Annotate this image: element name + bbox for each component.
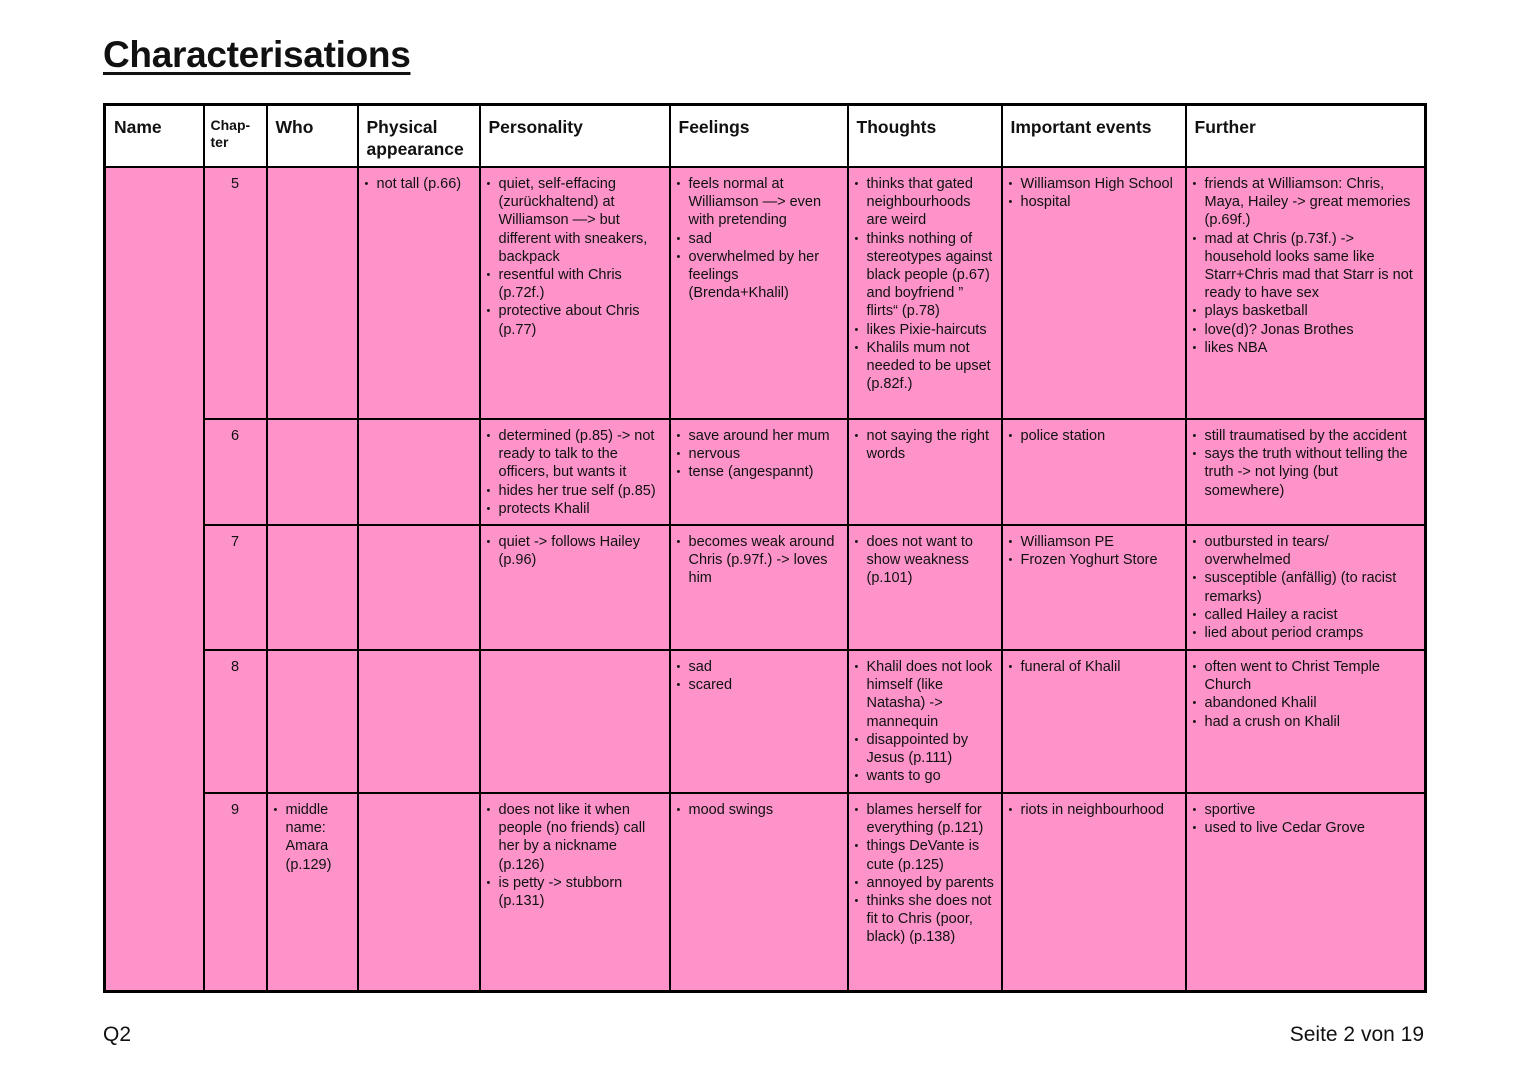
chapter-cell: 7 [204,525,267,650]
bullet-list [1193,175,1419,357]
bullet-item: • friends at Williamson: Chris, Maya, Hailey -> great memories (p.69f.) [1205,175,1419,230]
bullet-item: • lied about period cramps [1205,624,1419,642]
bullet-item: • love(d)? Jonas Brothes [1205,321,1419,339]
bullet-item: • funeral of Khalil [1021,658,1179,676]
thoughts-cell [848,525,1002,650]
bullet-item: • wants to go [867,767,995,785]
bullet-item: • likes NBA [1205,339,1419,357]
further-cell [1186,650,1426,793]
bullet-item: • quiet, self-effacing (zurückhaltend) at Williamson —> but different with sneakers, backpack [499,175,663,266]
bullet-list [487,427,663,518]
further-cell [1186,167,1426,419]
who-cell [267,793,358,991]
bullet-item: • plays basketball [1205,302,1419,320]
bullet-item: • mad at Chris (p.73f.) -> household looks same like Starr+Chris mad that Starr is not ready to have sex [1205,230,1419,303]
bullet-item: • quiet -> follows Hailey (p.96) [499,533,663,569]
header-thoughts: Thoughts [848,105,1002,168]
bullet-item: • things DeVante is cute (p.125) [867,837,995,873]
chapter-cell: 9 [204,793,267,991]
bullet-list [1009,801,1179,819]
name-cell [105,167,204,991]
personality-cell [480,525,670,650]
who-cell [267,525,358,650]
bullet-list [1009,427,1179,445]
bullet-item: • likes Pixie-haircuts [867,321,995,339]
header-feelings: Feelings [670,105,848,168]
bullet-item: • sad [689,658,841,676]
header-chapter [204,105,267,168]
bullet-item: • used to live Cedar Grove [1205,819,1419,837]
bullet-item: • Khalils mum not needed to be upset (p.82f.) [867,339,995,394]
bullet-item: • had a crush on Khalil [1205,713,1419,731]
bullet-item: • does not want to show weakness (p.101) [867,533,995,588]
important-events-cell [1002,525,1186,650]
physical-appearance-cell [358,650,480,793]
footer-course-label: Q2 [103,1023,132,1046]
bullet-item: • called Hailey a racist [1205,606,1419,624]
bullet-item: • becomes weak around Chris (p.97f.) -> loves him [689,533,841,588]
bullet-list [1009,533,1179,569]
bullet-list [1193,658,1419,731]
feelings-cell [670,793,848,991]
bullet-list [1193,533,1419,642]
physical-appearance-cell [358,167,480,419]
bullet-list [274,801,351,874]
bullet-list [487,533,663,569]
important-events-cell [1002,793,1186,991]
bullet-list [855,658,995,785]
bullet-item: • says the truth without telling the truth -> not lying (but somewhere) [1205,445,1419,500]
further-cell [1186,525,1426,650]
bullet-item: • hides her true self (p.85) [499,482,663,500]
personality-cell [480,419,670,525]
table-row [105,167,1426,419]
bullet-list [1009,175,1179,211]
bullet-list [487,801,663,910]
table-row [105,525,1426,650]
bullet-item: • not tall (p.66) [377,175,473,193]
bullet-item: • Williamson High School [1021,175,1179,193]
header-chapter-label: Chap- ter [210,117,251,150]
bullet-list [855,801,995,947]
bullet-list [855,533,995,588]
header-name: Name [105,105,204,168]
thoughts-cell [848,419,1002,525]
feelings-cell [670,167,848,419]
bullet-item: • protects Khalil [499,500,663,518]
feelings-cell [670,419,848,525]
bullet-list [677,801,841,819]
bullet-item: • feels normal at Williamson —> even with pretending [689,175,841,230]
characterisation-table [103,103,1427,993]
further-cell [1186,419,1426,525]
important-events-cell [1002,167,1186,419]
personality-cell [480,650,670,793]
table-row [105,650,1426,793]
table-row [105,419,1426,525]
bullet-list [677,427,841,482]
header-who: Who [267,105,358,168]
bullet-item: • is petty -> stubborn (p.131) [499,874,663,910]
bullet-item: • resentful with Chris (p.72f.) [499,266,663,302]
bullet-item: • mood swings [689,801,841,819]
header-personality: Personality [480,105,670,168]
bullet-item: • abandoned Khalil [1205,694,1419,712]
bullet-list [677,533,841,588]
bullet-item: • nervous [689,445,841,463]
thoughts-cell [848,650,1002,793]
footer-page-number: Seite 2 von 19 [1289,1023,1424,1046]
table-row [105,793,1426,991]
bullet-item: • scared [689,676,841,694]
bullet-item: • susceptible (anfällig) (to racist remarks) [1205,569,1419,605]
personality-cell [480,793,670,991]
header-further: Further [1186,105,1426,168]
bullet-item: • not saying the right words [867,427,995,463]
bullet-item: • still traumatised by the accident [1205,427,1419,445]
thoughts-cell [848,167,1002,419]
chapter-cell: 5 [204,167,267,419]
personality-cell [480,167,670,419]
bullet-item: • tense (angespannt) [689,463,841,481]
who-cell [267,650,358,793]
bullet-item: • Frozen Yoghurt Store [1021,551,1179,569]
header-row [105,105,1426,168]
bullet-item: • thinks that gated neighbourhoods are weird [867,175,995,230]
bullet-item: • hospital [1021,193,1179,211]
who-cell [267,167,358,419]
bullet-item: • thinks she does not fit to Chris (poor, black) (p.138) [867,892,995,947]
bullet-list [855,175,995,393]
feelings-cell [670,525,848,650]
bullet-item: • outbursted in tears/ overwhelmed [1205,533,1419,569]
bullet-list [1193,427,1419,500]
bullet-item: • overwhelmed by her feelings (Brenda+Khalil) [689,248,841,303]
bullet-item: • annoyed by parents [867,874,995,892]
bullet-item: • disappointed by Jesus (p.111) [867,731,995,767]
bullet-item: • Williamson PE [1021,533,1179,551]
bullet-list [1009,658,1179,676]
important-events-cell [1002,650,1186,793]
further-cell [1186,793,1426,991]
physical-appearance-cell [358,793,480,991]
thoughts-cell [848,793,1002,991]
bullet-item: • blames herself for everything (p.121) [867,801,995,837]
bullet-item: • sad [689,230,841,248]
feelings-cell [670,650,848,793]
header-important-events: Important events [1002,105,1186,168]
important-events-cell [1002,419,1186,525]
bullet-item: • often went to Christ Temple Church [1205,658,1419,694]
who-cell [267,419,358,525]
bullet-item: • save around her mum [689,427,841,445]
bullet-item: • police station [1021,427,1179,445]
bullet-list [677,658,841,694]
bullet-item: • sportive [1205,801,1419,819]
bullet-list [1193,801,1419,837]
bullet-list [487,175,663,339]
bullet-list [855,427,995,463]
physical-appearance-cell [358,419,480,525]
bullet-item: • Khalil does not look himself (like Natasha) -> mannequin [867,658,995,731]
bullet-item: • thinks nothing of stereotypes against black people (p.67) and boyfriend ” flirts“ (p.78) [867,230,995,321]
bullet-item: • middle name: Amara (p.129) [286,801,351,874]
bullet-item: • determined (p.85) -> not ready to talk to the officers, but wants it [499,427,663,482]
chapter-cell: 8 [204,650,267,793]
bullet-item: • protective about Chris (p.77) [499,302,663,338]
page-title: Characterisations [103,34,411,75]
header-physical-appearance: Physical appearance [358,105,480,168]
bullet-item: • does not like it when people (no friends) call her by a nickname (p.126) [499,801,663,874]
bullet-list [365,175,473,193]
bullet-item: • riots in neighbourhood [1021,801,1179,819]
chapter-cell: 6 [204,419,267,525]
bullet-list [677,175,841,302]
physical-appearance-cell [358,525,480,650]
